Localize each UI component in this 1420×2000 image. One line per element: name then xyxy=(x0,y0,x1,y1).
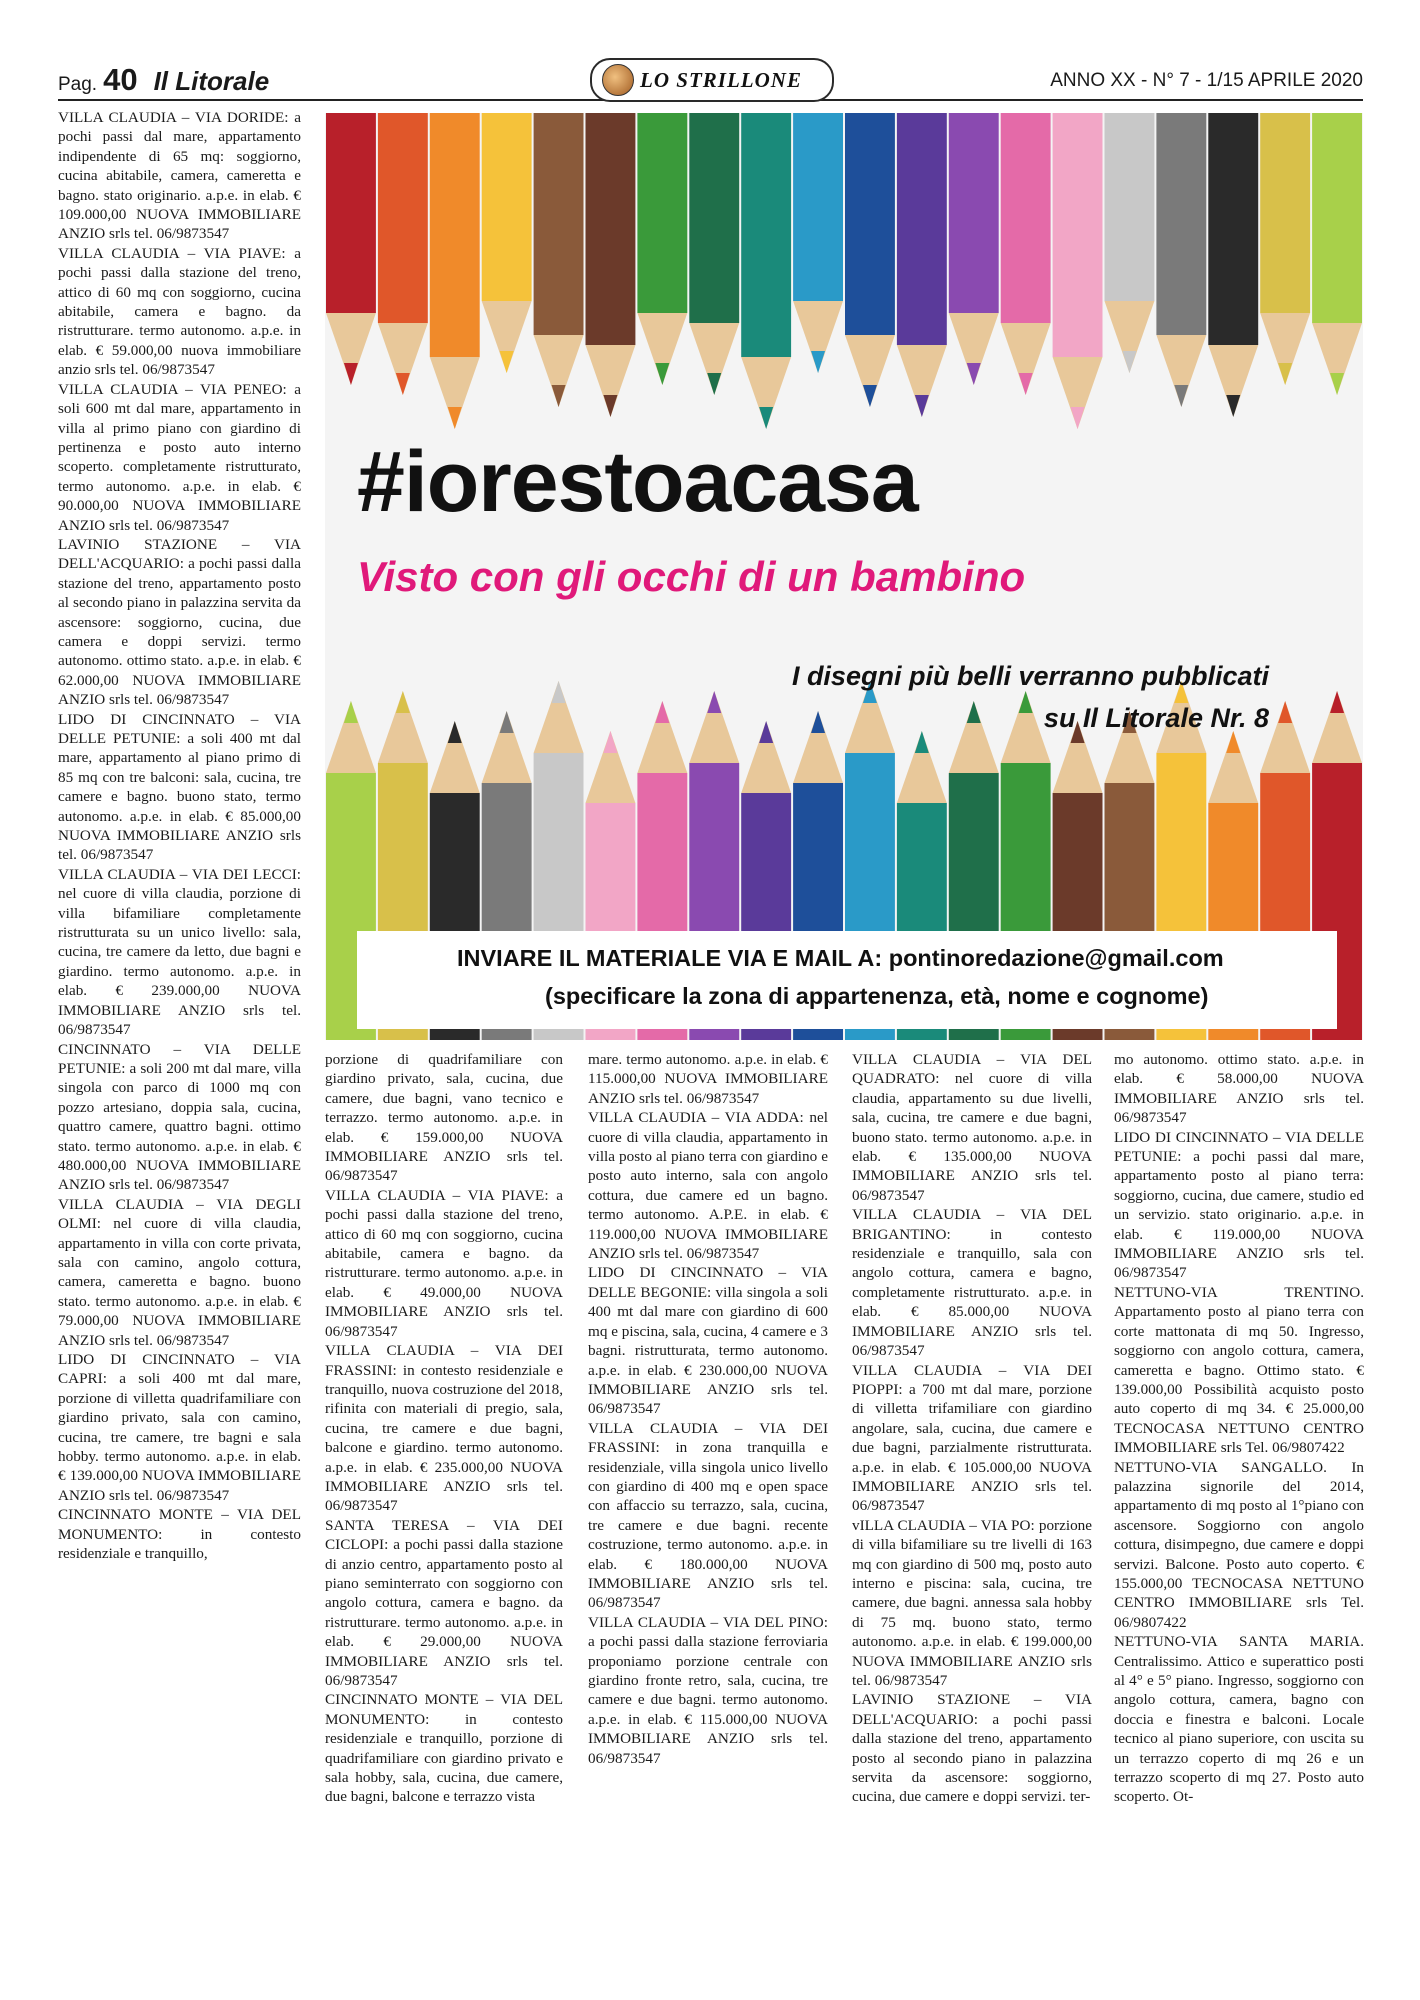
listing: LIDO DI CINCINNATO – VIA DELLE PETUNIE: a soli 400 mt dal mare, appartamento al piano primo di 85 mq con tre balconi: sala, cucina, tre camere e bagno. buono stato, termo autonomo. a.p.e. in elab. € 85.000,00 NUOVA IMMOBILIARE ANZIO srls tel. 06/9873547 xyxy=(58,710,301,864)
listing: LIDO DI CINCINNATO – VIA DELLE PETUNIE: a pochi passi dal mare, appartamento posto al piano terra: soggiorno, cucina, due camere, studio ed un servizio. stato originario. a.p.e. in elab. € 119.000,00 NUOVA IMMOBILIARE ANZIO srls tel. 06/9873547 xyxy=(1114,1128,1364,1282)
listing: VILLA CLAUDIA – VIA DEL QUADRATO: nel cuore di villa claudia, appartamento su due livelli, sala, cucina, tre camere e due bagni, buono stato. termo autonomo. a.p.e. in elab. € 135.000,00 NUOVA IMMOBILIARE ANZIO srls tel. 06/9873547 xyxy=(852,1051,1092,1204)
pencil-bottom-tip xyxy=(1278,701,1292,723)
listing: LIDO DI CINCINNATO – VIA CAPRI: a soli 400 mt dal mare, porzione di villetta quadrifamiliare con giardino privato, sala con camino, cucina, tre camere, tre bagni e sala hobby. termo autonomo. a.p.e. in elab. € 139.000,00 NUOVA IMMOBILIARE ANZIO srls tel. 06/9873547 xyxy=(58,1351,301,1504)
advert-email-instruction: INVIARE IL MATERIALE VIA E MAIL A: pontinoredazione@gmail.com xyxy=(457,945,1224,971)
pencil-top xyxy=(637,113,687,313)
advert-line-2: su Il Litorale Nr. 8 xyxy=(1043,703,1269,733)
pencil-top-tip xyxy=(707,373,721,395)
pencil-top xyxy=(1001,113,1051,323)
pencil-top-tip xyxy=(1071,407,1085,429)
iorestoacasa-advert xyxy=(325,113,1363,1040)
listing: mo autonomo. ottimo stato. a.p.e. in elab. € 58.000,00 NUOVA IMMOBILIARE ANZIO srls tel. 06/9873547 xyxy=(1114,1051,1364,1127)
pencil-top-tip xyxy=(915,395,929,417)
listings-column-3 xyxy=(588,1050,828,1768)
listing: vILLA CLAUDIA – VIA PO: porzione di villa bifamiliare su tre livelli di 163 mq con giardino di 500 mq, posto auto interno e piscina: sala, cucina, tre camere, due bagni. annessa sala hobby di 75 mq. buono stato, termo autonomo. a.p.e. in elab. € 199.000,00 NUOVA IMMOBILIARE ANZIO srls tel. 06/9873547 xyxy=(852,1516,1092,1689)
pencil-top-tip xyxy=(967,363,981,385)
pencil-bottom-tip xyxy=(448,721,462,743)
pencil-top-tip xyxy=(759,407,773,429)
advert-hashtag: #iorestoacasa xyxy=(357,434,918,530)
pencil-top-tip xyxy=(1019,373,1033,395)
listing: VILLA CLAUDIA – VIA DEI FRASSINI: in contesto residenziale e tranquillo, nuova costruzione del 2018, rifinita con materiali di pregio, sala, cucina, tre camere e due bagni, balcone e giardino. termo autonomo. a.p.e. in elab. € 235.000,00 NUOVA IMMOBILIARE ANZIO srls tel. 06/9873547 xyxy=(325,1342,563,1515)
pencil-top xyxy=(430,113,480,357)
pencil-bottom-tip xyxy=(344,701,358,723)
listings-column-5 xyxy=(1114,1050,1364,1807)
listing: VILLA CLAUDIA – VIA DORIDE: a pochi passi dal mare, appartamento indipendente di 65 mq: soggiorno, cucina abitabile, camera, cameretta e bagno. stato originario. a.p.e. in elab. € 109.000,00 NUOVA IMMOBILIARE ANZIO srls tel. 06/9873547 xyxy=(58,109,301,243)
pencil-bottom-tip xyxy=(603,731,617,753)
listing: CINCINNATO – VIA DELLE PETUNIE: a soli 200 mt dal mare, villa singola con parco di 1000 mq con pozzo artesiano, doppia sala, cucina, quattro camere, quattro bagni. ottimo stato. termo autonomo. a.p.e. in elab. € 480.000,00 NUOVA IMMOBILIARE ANZIO srls tel. 06/9873547 xyxy=(58,1040,301,1194)
listing: VILLA CLAUDIA – VIA PIAVE: a pochi passi dalla stazione del treno, attico di 60 mq con soggiorno, cucina abitabile, camera e bagno. da ristrutturare. termo autonomo. a.p.e. in elab. € 49.000,00 NUOVA IMMOBILIARE ANZIO srls tel. 06/9873547 xyxy=(325,1186,563,1340)
listing: NETTUNO-VIA SANGALLO. In palazzina signorile del 2014, appartamento di mq posto al 1°piano con ascensore. Soggiorno con angolo cottura, disimpegno, due camere e doppi servizi. Balcone. Posto auto coperto. € 155.000,00 TECNOCASA NETTUNO CENTRO IMMOBILIARE srls Tel. 06/9807422 xyxy=(1114,1458,1364,1631)
mascot-icon xyxy=(602,64,634,96)
pencil-top-tip xyxy=(655,363,669,385)
advert-details-instruction: (specificare la zona di appartenenza, età, nome e cognome) xyxy=(545,983,1209,1009)
pencil-top xyxy=(949,113,999,313)
listings-column-4 xyxy=(852,1050,1092,1807)
listing: LAVINIO STAZIONE – VIA DELL'ACQUARIO: a pochi passi dalla stazione del treno, appartamento posto al secondo piano in palazzina servita da ascensore: soggiorno, cucina, due camere e doppi servizi. ter- xyxy=(852,1691,1092,1806)
pencil-top-tip xyxy=(1330,373,1344,395)
pencil-top xyxy=(897,113,947,345)
pencil-top-tip xyxy=(1278,363,1292,385)
listing: NETTUNO-VIA TRENTINO. Appartamento posto al piano terra con corte mattonata di mq 50. Ingresso, soggiorno con angolo cottura, camera, cameretta e bagno. Ottimo stato. € 139.000,00 Possibilità acquisto posto auto coperto di mq 34. € 25.000,00 TECNOCASA NETTUNO CENTRO IMMOBILIARE srls Tel. 06/9807422 xyxy=(1114,1283,1364,1457)
listing: VILLA CLAUDIA – VIA DEI FRASSINI: in zona tranquilla e residenziale, villa singola unico livello con giardino di 400 mq e open space con affaccio su terrazzo, sala, cucina, tre camere e due bagni. recente costruzione, termo autonomo. a.p.e. in elab. € 180.000,00 NUOVA IMMOBILIARE ANZIO srls tel. 06/9873547 xyxy=(588,1419,828,1612)
listing: VILLA CLAUDIA – VIA DEGLI OLMI: nel cuore di villa claudia, appartamento in villa con corte privata, sala con camino, angolo cottura, camera, cameretta e bagno. buono stato. termo autonomo. a.p.e. in elab. € 79.000,00 NUOVA IMMOBILIARE ANZIO srls tel. 06/9873547 xyxy=(58,1195,301,1349)
pencil-bottom-tip xyxy=(915,731,929,753)
listing: porzione di quadrifamiliare con giardino privato, sala, cucina, due camere, due bagni, vano tecnico e terrazzo. termo autonomo. a.p.e. in elab. € 159.000,00 NUOVA IMMOBILIARE ANZIO srls tel. 06/9873547 xyxy=(325,1051,563,1185)
pencil-top xyxy=(534,113,584,335)
pencil-top-tip xyxy=(552,385,566,407)
pencil-bottom-tip xyxy=(759,721,773,743)
pencil-top-tip xyxy=(1226,395,1240,417)
issue-info: ANNO XX - N° 7 - 1/15 APRILE 2020 xyxy=(1050,70,1363,91)
pencil-top xyxy=(378,113,428,323)
listing: LAVINIO STAZIONE – VIA DELL'ACQUARIO: a pochi passi dalla stazione del treno, appartamento posto al secondo piano in palazzina servita da ascensore: soggiorno, cucina, due camera e doppi servizi. termo autonomo. ottimo stato. a.p.e. in elab. € 62.000,00 NUOVA IMMOBILIARE ANZIO srls tel. 06/9873547 xyxy=(58,535,301,709)
pencil-bottom-tip xyxy=(1226,731,1240,753)
pencil-top-tip xyxy=(1174,385,1188,407)
listing: LIDO DI CINCINNATO – VIA DELLE BEGONIE: villa singola a soli 400 mt dal mare con giardino di 600 mq e piscina, sala, cucina, 4 camere e 3 bagni. ristrutturata, termo autonomo. a.p.e. in elab. € 230.000,00 NUOVA IMMOBILIARE ANZIO srls tel. 06/9873547 xyxy=(588,1264,828,1418)
page-number-block xyxy=(58,62,269,98)
advert-line-1: I disegni più belli verranno pubblicati xyxy=(791,661,1269,691)
newspaper-name: Il Litorale xyxy=(153,66,270,96)
listing: VILLA CLAUDIA – VIA PENEO: a soli 600 mt dal mare, appartamento in villa al primo piano con giardino di pertinenza e posto auto interno scoperto. completamente ristrutturato, termo autonomo. a.p.e. in elab. € 90.000,00 NUOVA IMMOBILIARE ANZIO srls tel. 06/9873547 xyxy=(58,380,301,534)
advert-footer xyxy=(357,931,1337,1029)
page-label: Pag. xyxy=(58,74,98,95)
pencil-top xyxy=(482,113,532,301)
listing: VILLA CLAUDIA – VIA DEI PIOPPI: a 700 mt dal mare, porzione di villetta trifamiliare con giardino angolare, sala, cucina, due camere e due bagni, parzialmente ristrutturata. a.p.e. in elab. € 105.000,00 NUOVA IMMOBILIARE ANZIO srls tel. 06/9873547 xyxy=(852,1361,1092,1515)
pencil-top xyxy=(689,113,739,323)
listing: VILLA CLAUDIA – VIA DEL BRIGANTINO: in contesto residenziale e tranquillo, sala con angolo cottura, camera e bagno, completamente ristrutturato. a.p.e. in elab. € 85.000,00 NUOVA IMMOBILIARE ANZIO srls tel. 06/9873547 xyxy=(852,1206,1092,1360)
listing: VILLA CLAUDIA – VIA DEL PINO: a pochi passi dalla stazione ferroviaria proponiamo porzione centrale con giardino fronte retro, sala, cucina, tre camere e due bagni. termo autonomo. a.p.e. in elab. € 115.000,00 NUOVA IMMOBILIARE ANZIO srls tel. 06/9873547 xyxy=(588,1613,828,1767)
pencil-top xyxy=(793,113,843,301)
listing: mare. termo autonomo. a.p.e. in elab. € 115.000,00 NUOVA IMMOBILIARE ANZIO srls tel. 06/9873547 xyxy=(588,1051,828,1107)
listings-column-2 xyxy=(325,1050,563,1807)
pencil-top-tip xyxy=(1122,351,1136,373)
pencil-top xyxy=(1156,113,1206,335)
advert-subtitle: Visto con gli occhi di un bambino xyxy=(357,553,1026,600)
logo-text: LO STRILLONE xyxy=(640,67,802,92)
pencil-top-tip xyxy=(344,363,358,385)
pencil-top xyxy=(741,113,791,357)
listing: VILLA CLAUDIA – VIA ADDA: nel cuore di villa claudia, appartamento in villa posto al piano terra con giardino e posto auto interno, sala con angolo cottura, due camere ed un bagno. termo autonomo. A.P.E. in elab. € 119.000,00 NUOVA IMMOBILIARE ANZIO srls tel. 06/9873547 xyxy=(588,1109,828,1263)
listing: CINCINNATO MONTE – VIA DEL MONUMENTO: in contesto residenziale e tranquillo, porzione di quadrifamiliare con giardino privato e sala hobby, sala, cucina, due camere, due bagni, balcone e terrazzo vista xyxy=(325,1691,563,1806)
pencil-top-tip xyxy=(396,373,410,395)
pencil-bottom-tip xyxy=(552,681,566,703)
pencil-top xyxy=(1208,113,1258,345)
page-number: 40 xyxy=(103,62,138,97)
listing: NETTUNO-VIA SANTA MARIA. Centralissimo. Attico e superattico posti al 4° e 5° piano. Ingresso, soggiorno con angolo cottura, camera, bagno con doccia e finestra e balconi. Locale tecnico al piano superiore, con uscita su un terrazzo coperto di mq 26 e un terrazzo scoperto di mq 27. Posto auto scoperto. Ot- xyxy=(1114,1633,1364,1806)
pencil-top-tip xyxy=(811,351,825,373)
pencil-bottom-tip xyxy=(967,701,981,723)
pencil-top xyxy=(326,113,376,313)
pencil-bottom-tip xyxy=(396,691,410,713)
pencil-top-tip xyxy=(603,395,617,417)
pencil-top xyxy=(1260,113,1310,313)
pencil-top-tip xyxy=(863,385,877,407)
listing: VILLA CLAUDIA – VIA DEI LECCI: nel cuore di villa claudia, porzione di villa bifamiliare completamente ristrutturata su un unico livello: sala, cucina, tre camere da letto, due bagni e giardino. termo autonomo. a.p.e. in elab. € 239.000,00 NUOVA IMMOBILIARE ANZIO srls tel. 06/9873547 xyxy=(58,865,301,1039)
listing: CINCINNATO MONTE – VIA DEL MONUMENTO: in contesto residenziale e tranquillo, xyxy=(58,1506,301,1563)
pencil-bottom-tip xyxy=(1330,691,1344,713)
pencil-top xyxy=(1105,113,1155,301)
pencil-bottom-tip xyxy=(1019,691,1033,713)
pencil-bottom-tip xyxy=(655,701,669,723)
pencil-top xyxy=(1312,113,1362,323)
pencil-top xyxy=(1053,113,1103,357)
pencil-top-tip xyxy=(448,407,462,429)
pencil-bottom-tip xyxy=(707,691,721,713)
listing: VILLA CLAUDIA – VIA PIAVE: a pochi passi dalla stazione del treno, attico di 60 mq con soggiorno, cucina abitabile, camera e bagno. da ristrutturare. termo autonomo. a.p.e. in elab. € 59.000,00 nuova immobiliare anzio srls tel. 06/9873547 xyxy=(58,244,301,379)
lo-strillone-logo xyxy=(590,58,834,102)
pencil-bottom-tip xyxy=(811,711,825,733)
pencil-top xyxy=(845,113,895,335)
pencil-top-tip xyxy=(500,351,514,373)
listings-column-1 xyxy=(58,108,301,1563)
pencil-top xyxy=(586,113,636,345)
listing: SANTA TERESA – VIA DEI CICLOPI: a pochi passi dalla stazione di anzio centro, appartamento posto al piano seminterrato con soggiorno con angolo cottura, camera e bagno. da ristrutturare. termo autonomo. a.p.e. in elab. € 29.000,00 NUOVA IMMOBILIARE ANZIO srls tel. 06/9873547 xyxy=(325,1516,563,1689)
pencil-bottom-tip xyxy=(500,711,514,733)
